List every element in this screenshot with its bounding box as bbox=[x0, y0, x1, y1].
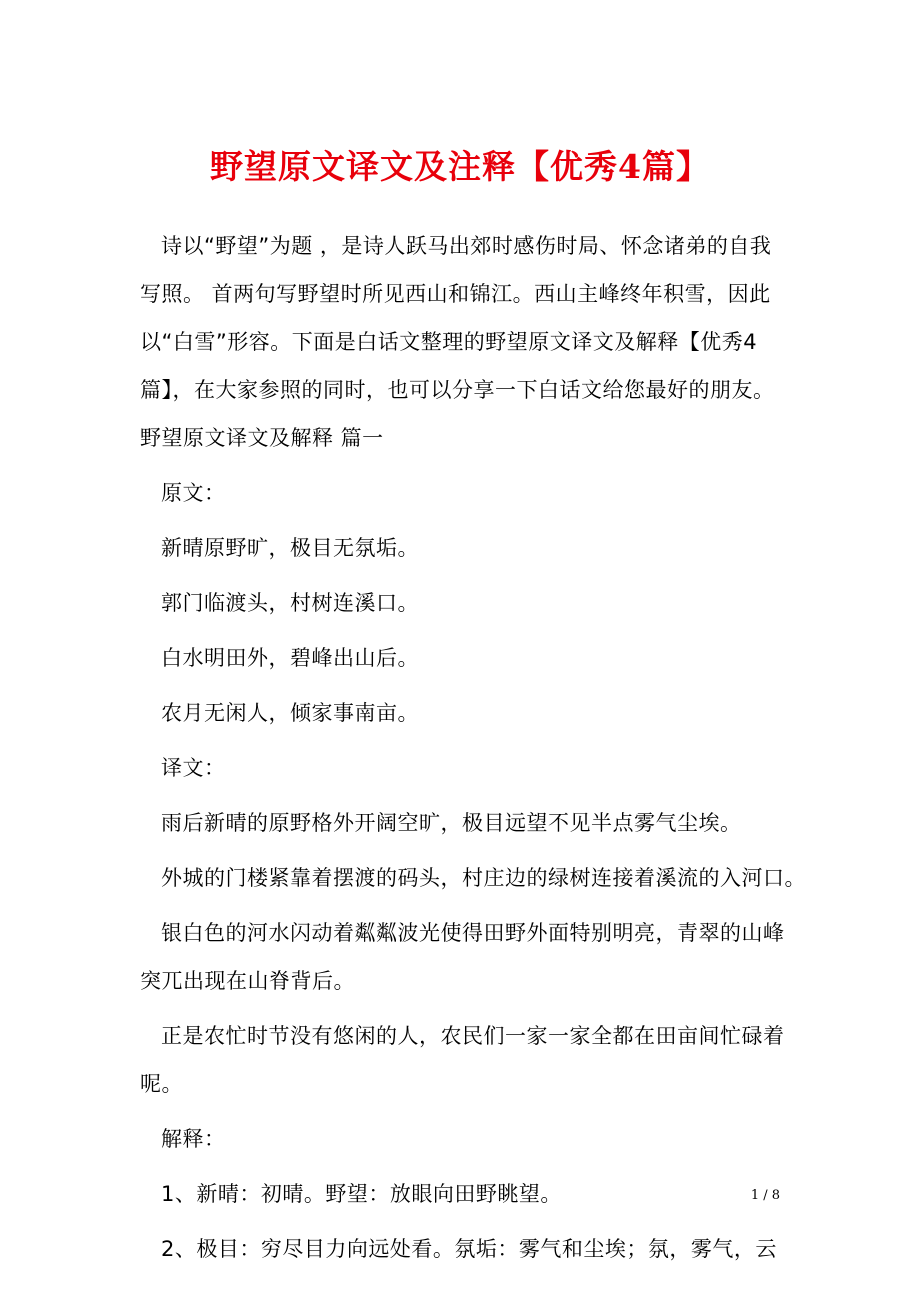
poem-line: 新晴原野旷，极目无氛垢。 bbox=[161, 536, 419, 560]
translation-paragraph: 雨后新晴的原野格外开阔空旷，极目远望不见半点雾气尘埃。 bbox=[161, 811, 742, 835]
document-title: 野望原文译文及注释【优秀4篇】 bbox=[210, 147, 710, 186]
translation-line: 突兀出现在山脊背后。 bbox=[140, 969, 355, 993]
notes-label: 解释： bbox=[161, 1127, 226, 1151]
translation-paragraph: 外城的门楼紧靠着摆渡的码头，村庄边的绿树连接着溪流的入河口。 bbox=[161, 866, 806, 890]
translation-paragraph bbox=[140, 909, 785, 1005]
intro-line: 篇】，在大家参照的同时，也可以分享一下白话文给您最好的朋友。 bbox=[140, 378, 775, 402]
translation-line: 银白色的河水闪动着粼粼波光使得田野外面特别明亮，青翠的山峰 bbox=[161, 921, 785, 945]
page-number: 1 / 8 bbox=[750, 1188, 780, 1203]
document-body bbox=[140, 222, 806, 1273]
section-heading: 野望原文译文及解释 篇一 bbox=[140, 426, 384, 450]
note-item: 2、极目：穷尽目力向远处看。氛垢：雾气和尘埃；氛，雾气，云 bbox=[161, 1237, 777, 1261]
note-item: 1、新晴：初晴。野望：放眼向田野眺望。 bbox=[161, 1182, 562, 1206]
translation-line: 正是农忙时节没有悠闲的人，农民们一家一家全都在田亩间忙碌着 bbox=[161, 1024, 785, 1048]
translation-label: 译文： bbox=[161, 756, 226, 780]
translation-line: 呢。 bbox=[140, 1072, 183, 1096]
intro-line: 写照。 首两句写野望时所见西山和锦江。西山主峰终年积雪，因此 bbox=[140, 282, 771, 306]
poem-line: 郭门临渡头，村树连溪口。 bbox=[161, 591, 419, 615]
poem-line: 农月无闲人，倾家事南亩。 bbox=[161, 701, 419, 725]
original-label: 原文： bbox=[161, 481, 226, 505]
poem-line: 白水明田外，碧峰出山后。 bbox=[161, 646, 419, 670]
intro-line: 诗以“野望”为题 ，是诗人跃马出郊时感伤时局、怀念诸弟的自我 bbox=[161, 234, 772, 258]
intro-paragraph bbox=[140, 222, 785, 414]
translation-paragraph bbox=[140, 1012, 785, 1108]
intro-line: 以“白雪”形容。下面是白话文整理的野望原文译文及解释【优秀4 bbox=[140, 330, 758, 354]
